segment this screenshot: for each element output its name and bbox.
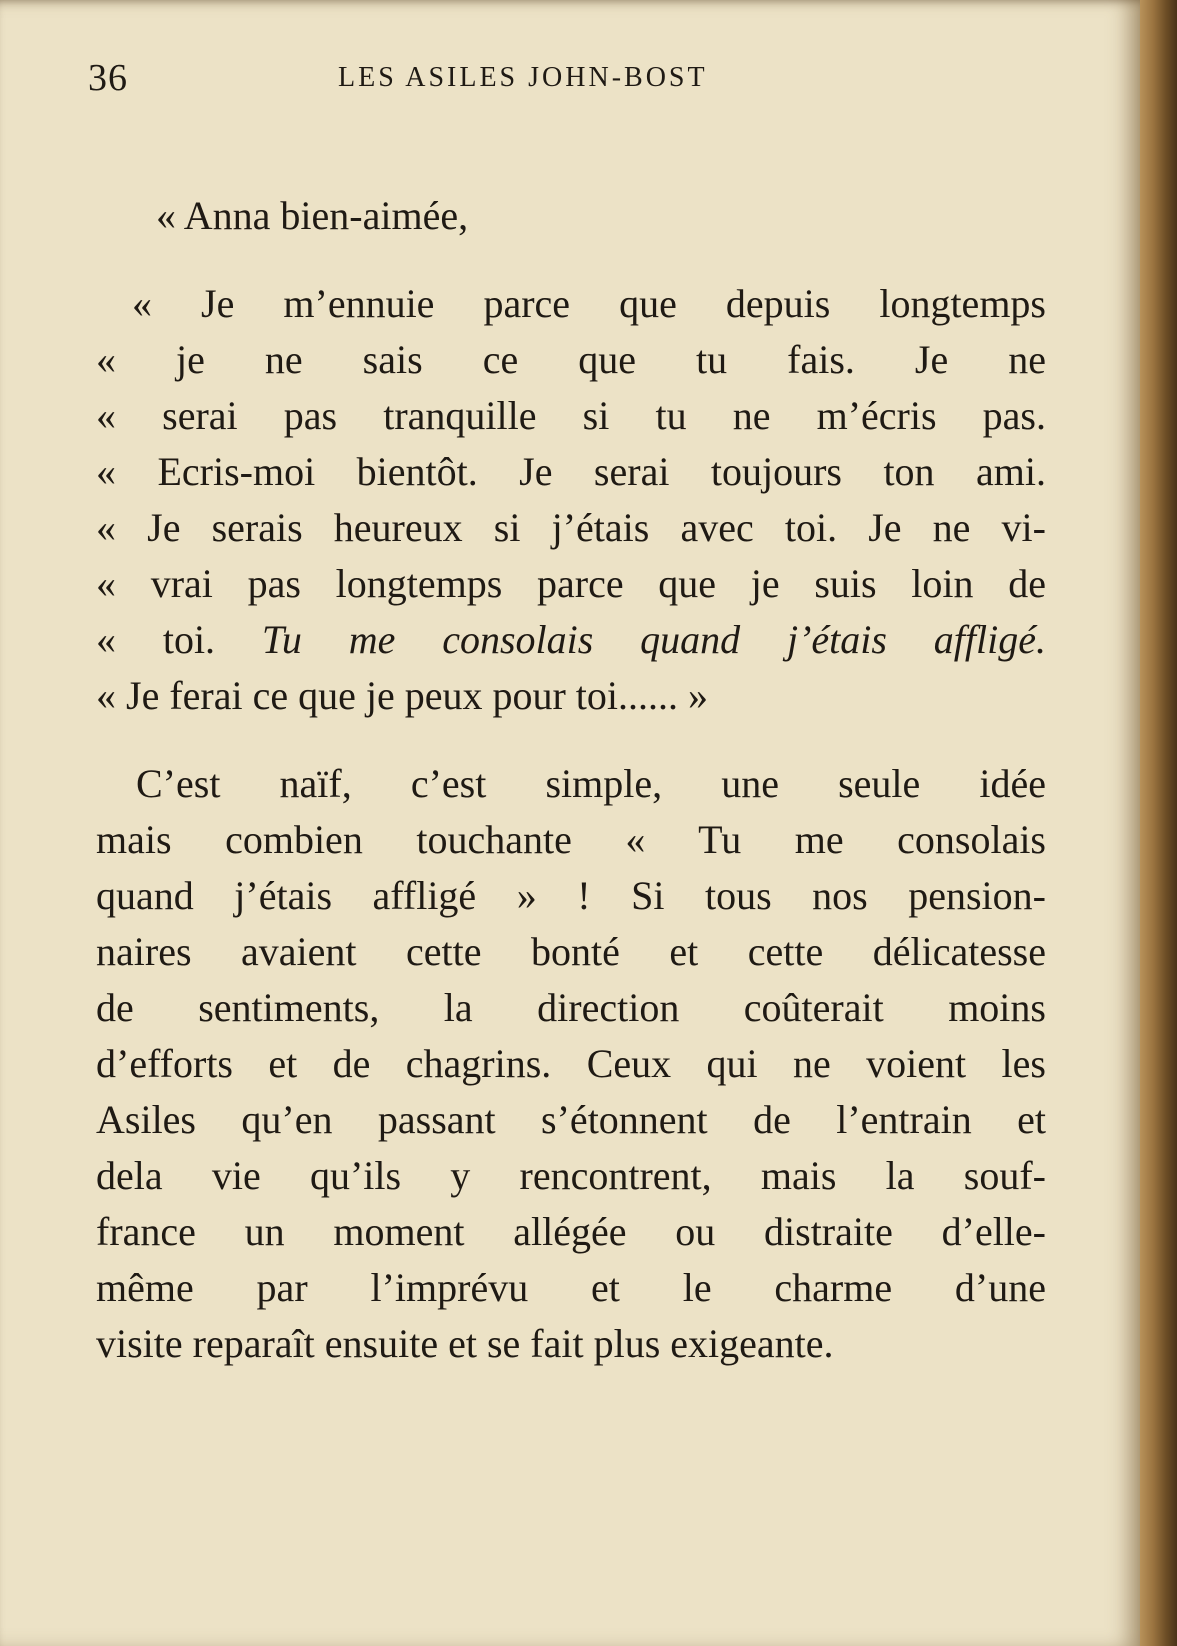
paragraph-line: même par l’imprévu et le charme d’une: [96, 1265, 1046, 1310]
letter-line: « vrai pas longtemps parce que je suis loin de: [96, 561, 1046, 606]
letter-line: « Ecris-moi bientôt. Je serai toujours ton ami.: [96, 449, 1046, 494]
paragraph-line: dela vie qu’ils y rencontrent, mais la souf-: [96, 1153, 1046, 1198]
paragraph-line: quand j’étais affligé » ! Si tous nos pension-: [96, 873, 1046, 918]
letter-salutation: « Anna bien-aimée,: [156, 193, 469, 238]
letter-line-start: « toi.: [96, 617, 262, 662]
paragraph-line: naires avaient cette bonté et cette délicatesse: [96, 929, 1046, 974]
paragraph-line: Asiles qu’en passant s’étonnent de l’entrain et: [96, 1097, 1046, 1142]
italic-quote: Tu me consolais quand j’étais affligé.: [261, 617, 1047, 662]
letter-line: « Je m’ennuie parce que depuis longtemps: [132, 281, 1046, 326]
page-body: [96, 188, 1046, 1372]
page-header: [88, 56, 1048, 104]
paragraph-line: d’efforts et de chagrins. Ceux qui ne voient les: [96, 1041, 1046, 1086]
paragraph-line: france un moment allégée ou distraite d’elle-: [96, 1209, 1046, 1254]
paragraph-line: de sentiments, la direction coûterait moins: [96, 985, 1046, 1030]
paragraph-final-line: visite reparaît ensuite et se fait plus exigeante.: [96, 1321, 834, 1366]
letter-line: « je ne sais ce que tu fais. Je ne: [96, 337, 1046, 382]
paragraph-line: mais combien touchante « Tu me consolais: [96, 817, 1046, 862]
book-spine-edge: [1140, 0, 1177, 1646]
running-head: LES ASILES JOHN-BOST: [338, 62, 708, 93]
letter-line: « Je serais heureux si j’étais avec toi. Je ne vi-: [96, 505, 1046, 550]
letter-line-with-italic: [96, 612, 1046, 668]
letter-line: « serai pas tranquille si tu ne m’écris pas.: [96, 393, 1046, 438]
page-number: 36: [88, 57, 128, 99]
letter-closing-line: « Je ferai ce que je peux pour toi...... »: [96, 673, 709, 718]
paragraph-line: C’est naïf, c’est simple, une seule idée: [136, 761, 1046, 806]
